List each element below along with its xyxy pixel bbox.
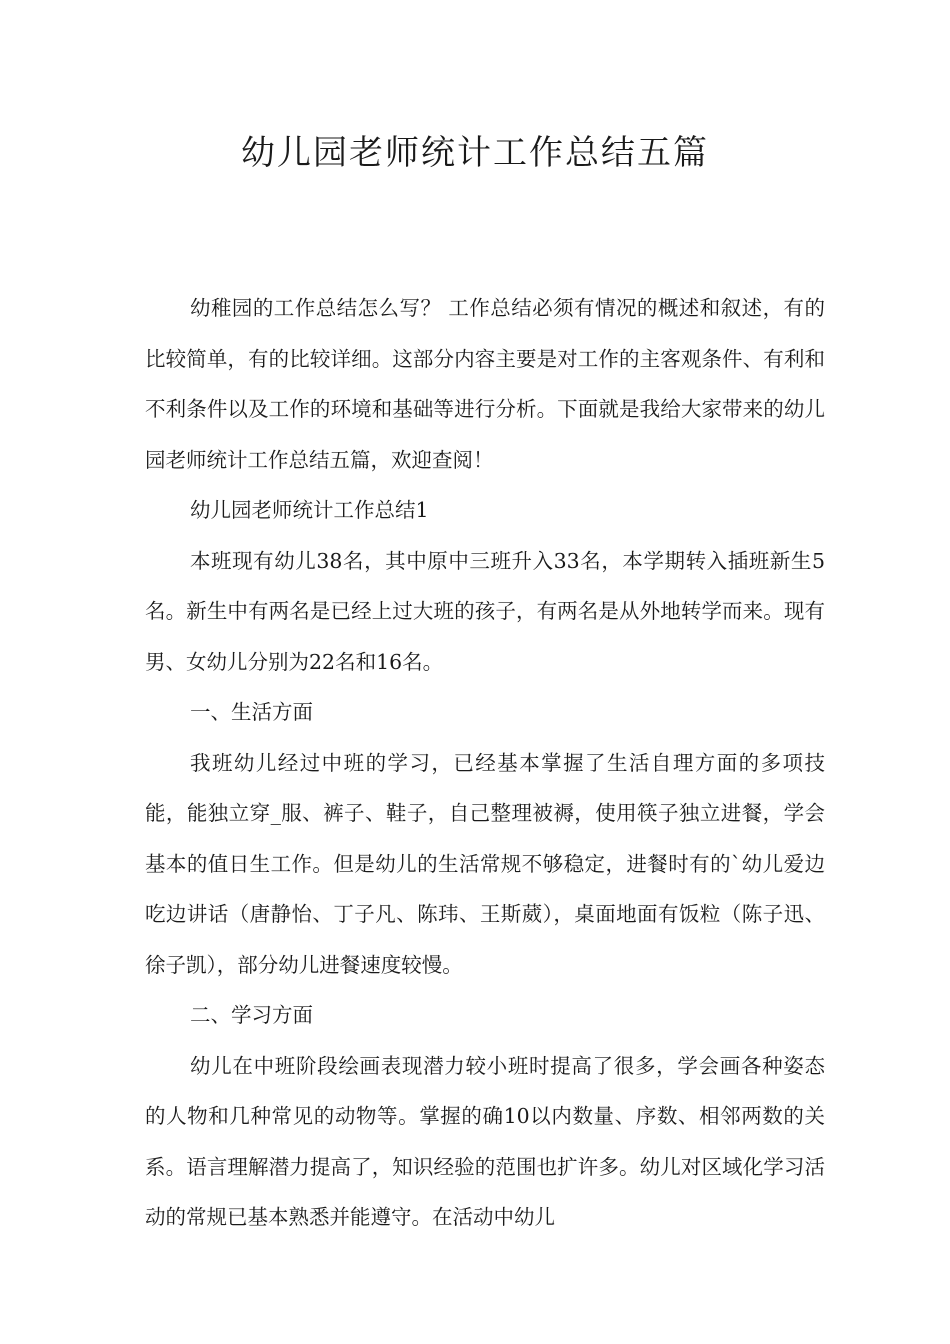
section-heading-life: 一、生活方面 bbox=[190, 700, 313, 724]
life-paragraph: 我班幼儿经过中班的学习，已经基本掌握了生活自理方面的多项技能，能独立穿_服、裤子、鞋子，自己整理被褥，使用筷子独立进餐，学会基本的值日生工作。但是幼儿的生活常规不够稳定，进餐时有的`幼儿爱边吃边讲话（唐静怡、丁子凡、陈玮、王斯葳），桌面地面有饭粒（陈子迅、徐子凯），部分幼儿进餐速度较慢。 bbox=[145, 750, 825, 977]
document-body bbox=[145, 283, 825, 1243]
section-heading-summary-1: 幼儿园老师统计工作总结1 bbox=[190, 498, 429, 522]
section-heading-study: 二、学习方面 bbox=[190, 1003, 313, 1027]
study-paragraph: 幼儿在中班阶段绘画表现潜力较小班时提高了很多，学会画各种姿态的人物和几种常见的动物等。掌握的确10以内数量、序数、相邻两数的关系。语言理解潜力提高了，知识经验的范围也扩许多。幼儿对区域化学习活动的常规已基本熟悉并能遵守。在活动中幼儿 bbox=[145, 1053, 825, 1229]
class-overview-paragraph: 本班现有幼儿38名，其中原中三班升入33名，本学期转入插班新生5名。新生中有两名是已经上过大班的孩子，有两名是从外地转学而来。现有男、女幼儿分别为22名和16名。 bbox=[145, 548, 825, 674]
document-title: 幼儿园老师统计工作总结五篇 bbox=[241, 133, 709, 173]
intro-paragraph: 幼稚园的工作总结怎么写？ 工作总结必须有情况的概述和叙述，有的比较简单，有的比较详细。这部分内容主要是对工作的主客观条件、有利和不利条件以及工作的环境和基础等进行分析。下面就是我给大家带来的幼儿园老师统计工作总结五篇，欢迎查阅！ bbox=[145, 296, 825, 472]
